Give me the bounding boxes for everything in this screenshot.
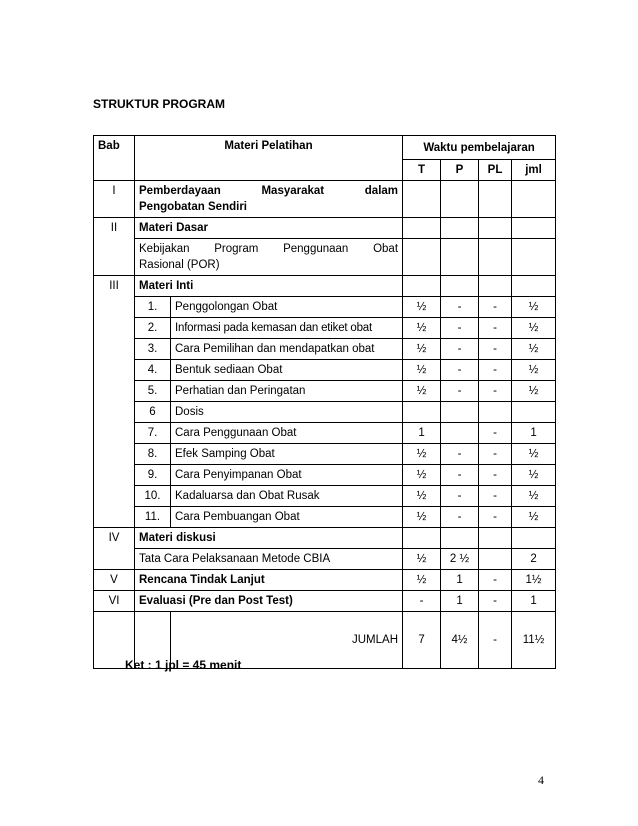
section-title (135, 181, 403, 218)
item-number: 1. (135, 297, 171, 318)
item-name: Kadaluarsa dan Obat Rusak (171, 486, 403, 507)
value-t: ½ (403, 381, 441, 402)
section-title-line: Pemberdayaan Masyarakat dalam (139, 185, 399, 197)
item-number: 9. (135, 465, 171, 486)
total-t: 7 (403, 612, 441, 669)
value-t: - (403, 591, 441, 612)
value-t: ½ (403, 549, 441, 570)
item-name: Cara Penggunaan Obat (171, 423, 403, 444)
table-row (94, 528, 556, 549)
value-jml: ½ (512, 360, 556, 381)
bab-cell: VI (94, 591, 135, 612)
table-row (94, 591, 556, 612)
bab-cell: II (94, 218, 135, 276)
value-jml: ½ (512, 381, 556, 402)
table-row (94, 276, 556, 297)
section-title: Materi Inti (135, 276, 403, 297)
value-t: 1 (403, 423, 441, 444)
header-t: T (403, 160, 441, 181)
value-jml: ½ (512, 444, 556, 465)
page-number: 4 (538, 773, 544, 787)
value-t: ½ (403, 486, 441, 507)
item-name: Bentuk sediaan Obat (171, 360, 403, 381)
table-row (94, 444, 556, 465)
header-pl: PL (479, 160, 512, 181)
item-name: Dosis (171, 402, 403, 423)
table-row (94, 486, 556, 507)
header-waktu: Waktu pembelajaran (403, 136, 556, 160)
table-row (94, 381, 556, 402)
value-p: - (441, 507, 479, 528)
item-number: 2. (135, 318, 171, 339)
value-jml: 2 (512, 549, 556, 570)
item-number: 11. (135, 507, 171, 528)
section-title: Materi Dasar (135, 218, 403, 239)
value-pl: - (479, 507, 512, 528)
section-title: Rencana Tindak Lanjut (135, 570, 403, 591)
value-p (441, 423, 479, 444)
item-number: 3. (135, 339, 171, 360)
section-title: Evaluasi (Pre dan Post Test) (135, 591, 403, 612)
bab-cell: I (94, 181, 135, 218)
value-p (441, 402, 479, 423)
value-p: - (441, 297, 479, 318)
table-row (94, 423, 556, 444)
item-name: Cara Penyimpanan Obat (171, 465, 403, 486)
value-jml: ½ (512, 339, 556, 360)
note: Ket : 1 jpl = 45 menit (125, 658, 242, 672)
table-row (94, 181, 556, 218)
table-row (94, 318, 556, 339)
value-t: ½ (403, 507, 441, 528)
value-t: ½ (403, 465, 441, 486)
table-row (94, 570, 556, 591)
item-name: Perhatian dan Peringatan (171, 381, 403, 402)
value-t: ½ (403, 444, 441, 465)
header-bab: Bab (94, 136, 135, 181)
bab-cell: IV (94, 528, 135, 570)
value-p: 1 (441, 591, 479, 612)
table-row (94, 402, 556, 423)
table-row (94, 465, 556, 486)
value-jml: ½ (512, 318, 556, 339)
table-row (94, 549, 556, 570)
value-p: - (441, 318, 479, 339)
value-jml: ½ (512, 507, 556, 528)
bab-cell: V (94, 570, 135, 591)
value-pl: - (479, 444, 512, 465)
value-p: 2 ½ (441, 549, 479, 570)
item-number: 4. (135, 360, 171, 381)
value-pl: - (479, 339, 512, 360)
header-jml: jml (512, 160, 556, 181)
value-pl: - (479, 297, 512, 318)
table-row (94, 297, 556, 318)
value-p: 1 (441, 570, 479, 591)
section-content-line: Kebijakan Program Penggunaan Obat (139, 243, 399, 255)
value-p: - (441, 465, 479, 486)
item-name: Cara Pembuangan Obat (171, 507, 403, 528)
value-jml: 1½ (512, 570, 556, 591)
item-name: Efek Samping Obat (171, 444, 403, 465)
section-content-line: Rasional (POR) (139, 259, 220, 271)
value-jml: 1 (512, 423, 556, 444)
header-materi: Materi Pelatihan (135, 136, 403, 181)
value-jml (512, 402, 556, 423)
value-t: ½ (403, 570, 441, 591)
value-pl: - (479, 318, 512, 339)
item-number: 8. (135, 444, 171, 465)
table-row (94, 218, 556, 239)
value-pl: - (479, 360, 512, 381)
value-p: - (441, 360, 479, 381)
value-t: ½ (403, 360, 441, 381)
value-p: - (441, 339, 479, 360)
item-number: 5. (135, 381, 171, 402)
value-pl: - (479, 486, 512, 507)
item-name: Penggolongan Obat (171, 297, 403, 318)
value-t: ½ (403, 318, 441, 339)
program-structure-table (93, 135, 556, 669)
value-t: ½ (403, 297, 441, 318)
value-t (403, 402, 441, 423)
section-content: Tata Cara Pelaksanaan Metode CBIA (135, 549, 403, 570)
total-pl: - (479, 612, 512, 669)
section-content (135, 239, 403, 276)
value-pl (479, 549, 512, 570)
total-p: 4½ (441, 612, 479, 669)
item-number: 7. (135, 423, 171, 444)
value-p: - (441, 444, 479, 465)
value-pl: - (479, 381, 512, 402)
total-jml: 11½ (512, 612, 556, 669)
item-name: Cara Pemilihan dan mendapatkan obat (171, 339, 403, 360)
value-jml: 1 (512, 591, 556, 612)
table-row (94, 339, 556, 360)
table-row (94, 360, 556, 381)
item-name: Informasi pada kemasan dan etiket obat (171, 318, 403, 339)
table-row (94, 507, 556, 528)
value-pl (479, 402, 512, 423)
total-label: JUMLAH (171, 612, 403, 669)
value-t: ½ (403, 339, 441, 360)
value-jml: ½ (512, 465, 556, 486)
value-p: - (441, 486, 479, 507)
section-title-line: Pengobatan Sendiri (139, 201, 247, 213)
value-jml: ½ (512, 297, 556, 318)
value-pl: - (479, 570, 512, 591)
value-pl: - (479, 423, 512, 444)
bab-cell: III (94, 276, 135, 528)
header-p: P (441, 160, 479, 181)
value-pl: - (479, 465, 512, 486)
item-number: 6 (135, 402, 171, 423)
page-title: STRUKTUR PROGRAM (93, 97, 225, 111)
value-jml: ½ (512, 486, 556, 507)
value-p: - (441, 381, 479, 402)
section-title: Materi diskusi (135, 528, 403, 549)
item-number: 10. (135, 486, 171, 507)
value-pl: - (479, 591, 512, 612)
table-row (94, 239, 556, 276)
table-header-row (94, 136, 556, 160)
